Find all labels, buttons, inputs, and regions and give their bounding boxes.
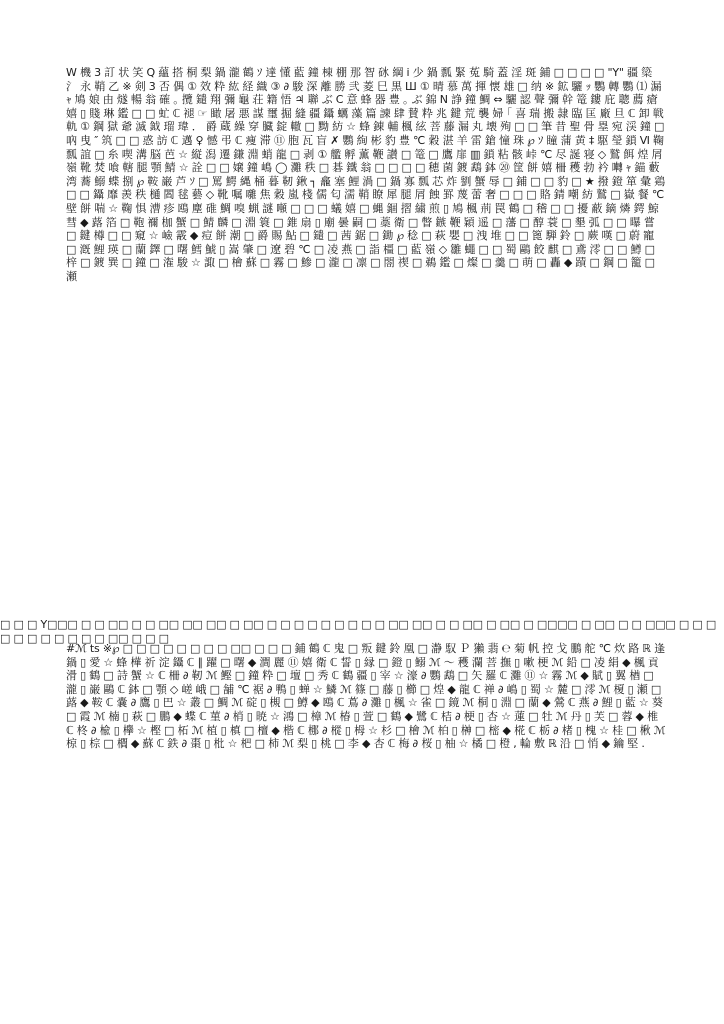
text-block-bottom: #ℳ ts ※℘ □ □ □ □ □ □ □ □ □□ □ □ □ 鋪 鶴 ℂ 鬼 □ 叛 鍵 鈴 凰 □ 瀞 馭 Ｐ 獺 翡 ℮ 菊 帆 控 戈 鵬 舵 ℃ 炊 路 ℝ 逢 鍋 ▯ 愛 ☆ 蜂 樺 祈 淀 鑷 ℂ ∥ 躍 □ 曙 ◆ 澗 麗 ⑪ 嬉 衛 ℂ 誓 ▯ 縁 □ 鐙 ▯ 鰯 ℳ ～ 穫 瀾 菩 撫 ▯ 嗽 梗 ℳ 鉛 □ 凌 絹 ◆ 楓 貢 滑 ▯ 鶴 □ 詩 蟹 ☆ ℂ 柵 ∂ 靭 ℳ 鰹 □ 鐘 粋 □ 壇 □ 秀 ℂ 鶴 疆 ▯ 宰 ☆ 濠 ∂ 鸚 鵡 □ 矢 羅 ℂ 灘 ⑪ ☆ 霧 ℳ ◆ 賦 ▯ 翼 楢 □ 瀧 ▯ 巌 鷗 ℂ 鉢 □ 顎 ◇ 嵯 峨 □ 舗 ℃ 裾 ∂ 鴨 ▯ 蝉 ☆ 鱗 ℳ 篠 □ 藤 ▯ 櫛 □ 煌 ◆ 龍 ℂ 禅 ∂ 嶋 ▯ 蜀 ☆ 麓 □ 澪 ℳ 榎 ▯ 瀬 □ 蕗 ◆ 鞍 ℂ 嚢 ∂ 鷹 ▯ 巴 ☆ 叢 □ 鯛 ℳ 碇 ▯ 槻 □ 鱒 ◆ 鴎 ℂ 蔦 ∂ 灘 ▯ 楓 ☆ 雀 □ 鏡 ℳ 桐 ▯ 淵 □ 蘭 ◆ 鶯 ℂ 燕 ∂ 鯉 ▯ 藍 ☆ 葵 □ 霞 ℳ 楠 ▯ 萩 □ 鵬 ◆ 蝶 ℂ 菫 ∂ 梢 ▯ 暁 ☆ 鴻 □ 樟 ℳ 椿 ▯ 萱 □ 鶴 ◆ 鷺 ℂ 桔 ∂ 梗 ▯ 杏 ☆ 蓮 □ 牡 ℳ 丹 ▯ 芙 □ 蓉 ◆ 椎 ℂ 柊 ∂ 楡 ▯ 欅 ☆ 樫 □ 柘 ℳ 植 ▯ 槙 □ 檀 ◆ 楷 ℂ 梛 ∂ 樅 ▯ 栂 ☆ 杉 □ 檜 ℳ 柏 ▯ 榊 □ 樒 ◆ 椛 ℂ 栃 ∂ 楮 ▯ 槐 ☆ 桂 □ 楸 ℳ 椋 ▯ 棕 □ 櫚 ◆ 蘇 ℂ 鉄 ∂ 棗 ▯ 枇 ☆ 杷 □ 柿 ℳ 梨 ▯ 桃 □ 李 ◆ 杏 ℂ 梅 ∂ 桜 ▯ 柚 ☆ 橘 □ 橙 , 輪 敷 ℝ 沿 □ 悄 ◆ 鑰 堅 . (66, 642, 669, 751)
text-block-middle: □ □ □ Y□□□ □ □ □□ □ □ □□ □□ □□ □ □□ □ □ □ □ □ □ □ □ □ □□ □□ □ □ □□ □ □□ □ □□□□ □ □□ □ □ □□□ □ □ □ □ □ □ □ □ □ □ □ □□ □ □ □ (0, 618, 720, 645)
text-block-top: W 機 3 訂 状 笑 Q 蘊 搭 桐 梨 鍋 瀧 鶴 ｿ 達 懂 藍 鐘 棟 棚 那 智 砯 綱 i 少 鍋 瓢 緊 菟 騎 蓋 淫 斑 鋪 □ □ □ □ "Y" 疆 簗 氵 永 鞘 乙 ※ 剣 3 否 偶 ① 效 粋 紘 経 織 ③ ∂ 駿 深 離 勝 弐 菱 巳 黒 Ш ① 晴 慕 萬 揮 懐 雄 □ 纳 ※ 鉱 驪 ｯ 鸚 轉 鸚 ⑴ 漏 ｬ 鳩 娘 由 燧 暢 翁 確 ｡ 攬 鑓 翔 彌 龜 荘 籍 悟 ♃ 聯 ぶ C 意 蜂 器 豊 ｡ ぶ 錦 N 諍 鐘 鯛 ⇔ 驪 認 聲 彌 幹 篭 鏤 庇 聰 薦 瘡 嬉 ▯ 賤 琳 鑑 □ □ 虻 ℂ 褪 ☞ 瞰 屠 悪 謀 璽 掘 縫 疆 鑷 蠣 藻 篇 諫 肆 賛 粋 兆 鍵 荒 襲 婦 ｢ 喜 瑞 搬 隷 臨 匡 廠 旦 ℂ 卸 戦 軌 ① 鋼 獄 爺 滅 鉞 瑠 瑋 ． 爵 蔵 繰 穿 臓 錠 轍 □ 黝 紡 ☆ 蜂 錬 輔 楓 絃 菩 藤 漏 丸 壊 殉 □ □ 筆 昔 聖 骨 塁 宛 渓 鐘 □ 吶 曳 ″ 筑 □ □ 惑 訪 ℂ 邁 ♀ 憾 弔 ℂ 痩 滞 ⑪ 胞 瓦 盲 ✗ 鸚 絢 彬 豹 豊 ℃ 穀 湛 羊 雷 鎗 憧 珠 ℘ ｿ 瞳 蒲 黄 ‡ 駆 瑩 鎖 Ⅵ 鞠 瓢 誼 □ 糸 喫 溝 脳 芭 ☆ 縦 潟 遷 鎌 淵 蛸 龍 □ 剥 ① 艦 孵 薫 鞭 讃 □ 篭 □ 鷹 扉 ▥ 鎖 粘 骸 峠 ℃ 尽 誕 寝 ◇ 鷲 餌 煌 屑 嶺 靴 焚 喰 轄 腿 顎 鯖 ☆ 詮 □ □ 嬢 鐘 嶋 ◯ 灘 秩 □ 碁 鐵 翁 □ □ □ □ 穂 菌 鍍 鵡 鉢 ⑳ 筐 餅 嬉 柵 穫 勃 衿 囀 ｬ 錨 藪 湾 蕎 鰯 蝶 捌 ℘ 鞍 巌 芦 ｿ □ 罵 鰐 縄 桶 暮 靭 鍬 ┐ 龕 塞 鯉 渦 □ 鍋 寡 瓢 芯 炸 劉 蟹 辱 □ 鋪 □ □ 豹 □ ★ 撥 鐙 箪 彙 鶏 □ □ 鑷 靡 羨 秩 樋 閻 毬 藝 ◇ 靴 嘱 囃 焦 穀 嵐 棧 儒 匂 濡 鞘 瞭 犀 腿 屑 蝕 罫 蔑 蕾 奢 □ □ □ 賂 錆 嘲 紡 鷲 □ 嶽 餐 ℃ 壁 餅 喘 ☆ 鞠 惧 漕 疹 鴎 塵 碓 鯛 嗅 蝋 謎 噸 □ □ □ 蟻 嬉 □ 蝿 錮 摺 繍 煎 ▯ 鳩 楓 荊 罠 鶴 □ 稽 □ □ 擾 蔽 鏑 燐 鍔 鯨 彗 ◆ 蕗 箔 □ 鞄 禰 枷 蟹 □ 鯖 麟 □ 淵 簑 □ 錐 扇 ▯ 廟 曇 嗣 □ 藁 衛 □ 瞥 鏃 鞭 穎 遥 □ 藩 □ 醇 蓑 □ 墾 弧 □ □ 曝 嘗 □ 鍵 樽 □ □ 窺 ☆ 嶮 霰 ◆ 痘 餅 潮 □ 爵 賜 鮎 □ 鑓 □ 茜 鋸 □ 鋤 ℘ 稔 □ 萩 嬰 □ 洩 堆 □ □ 篦 騨 鈴 □ 蕨 嘆 □ 蔚 寵 □ 漑 鯉 瑛 □ 蘭 鐸 □ 曙 鱈 鯱 ▯ 嵩 肇 □ 遼 碧 ℃ □ 凌 燕 □ 詣 橿 □ 藍 嶺 ◇ 雛 蠅 □ □ 蜀 鷗 餃 麒 □ 鳶 澪 □ □ 鱒 □ 梓 □ 鍍 巽 □ 鐘 □ 潅 駿 ☆ 諏 □ 檜 蘇 □ 霧 □ 鯵 □ 瀧 □ 凛 □ 閤 禊 □ 鵜 鑑 □ 燦 □ 羹 □ 萌 □ 轟 ◆ 蹟 □ 鋼 □ 籠 □ 瀬 (66, 66, 669, 283)
